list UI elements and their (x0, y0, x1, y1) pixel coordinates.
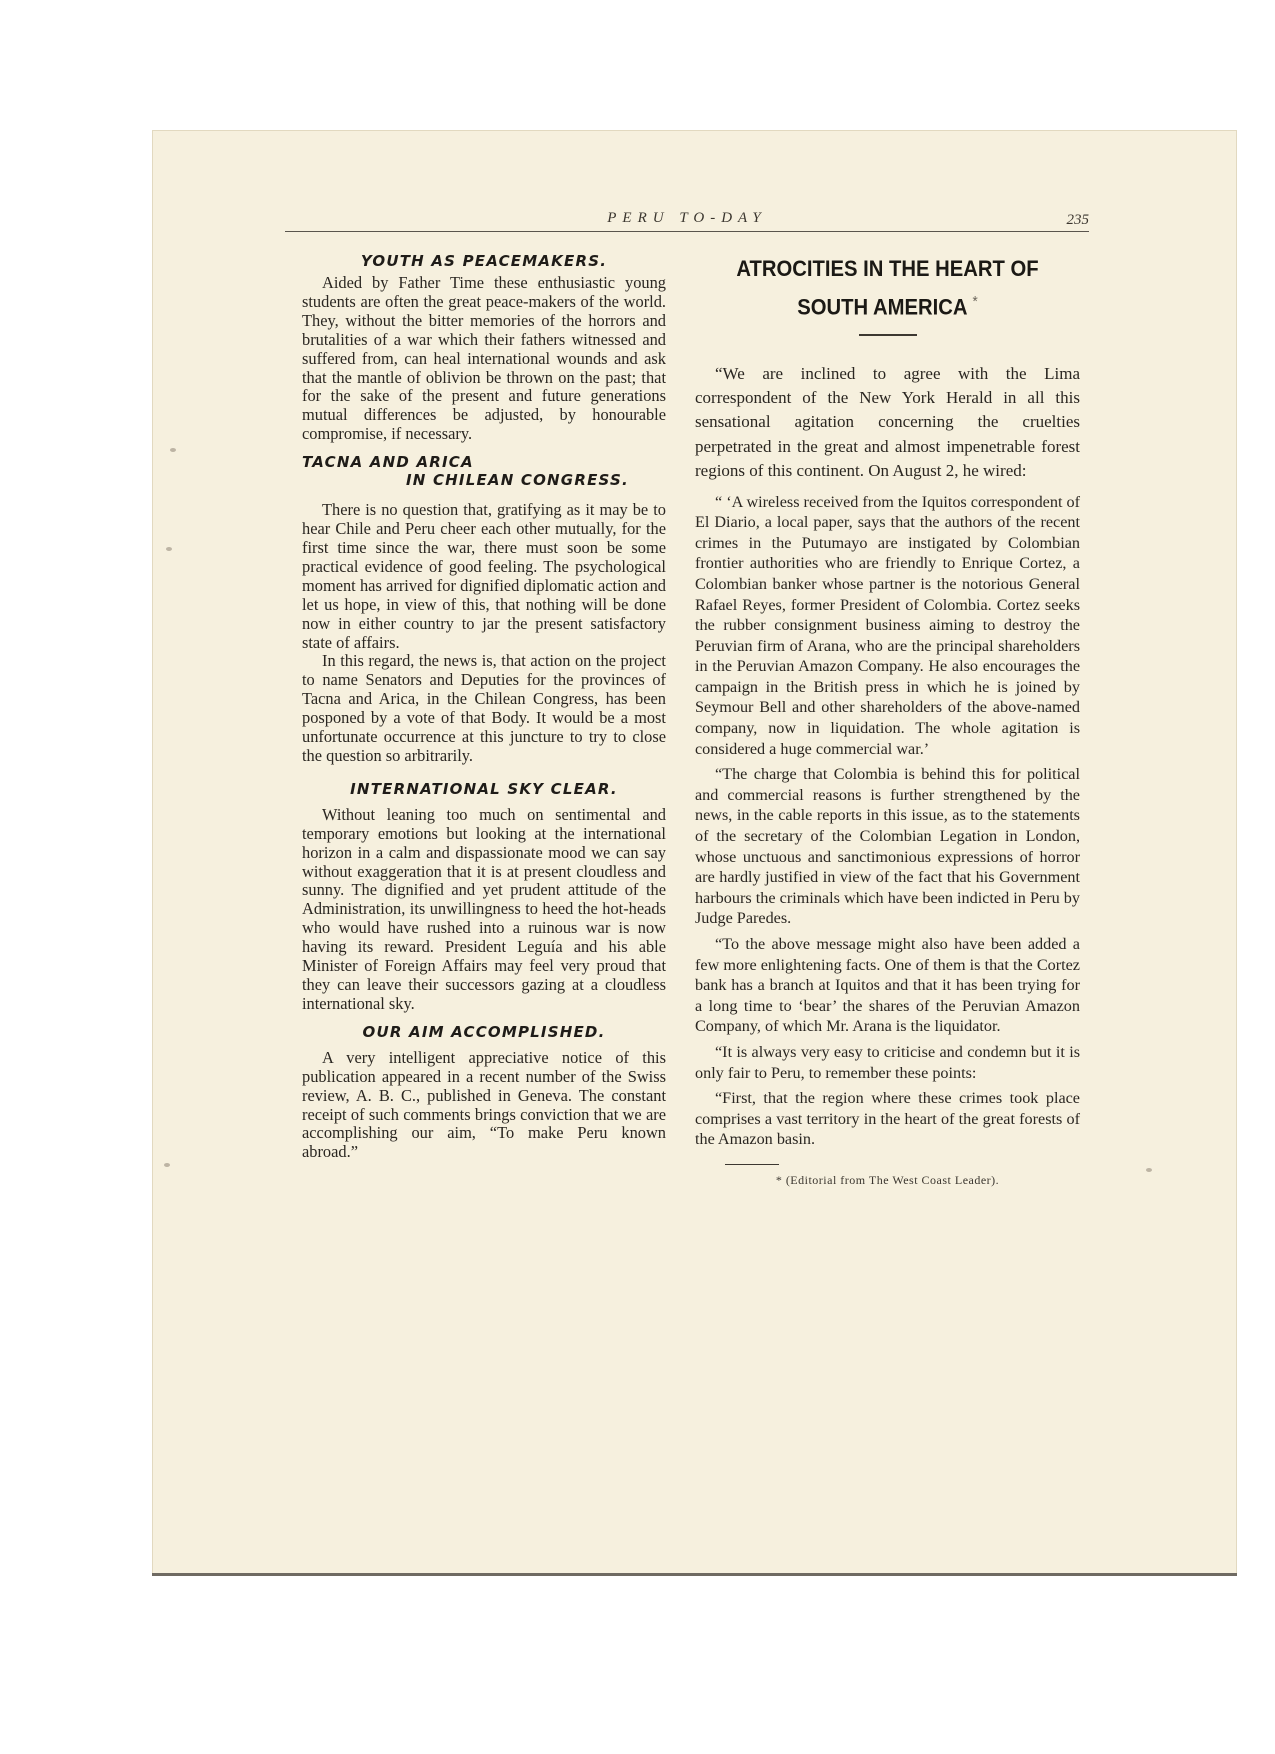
title-line: SOUTH AMERICA (797, 294, 967, 320)
footnote-rule (725, 1164, 779, 1165)
paragraph: “To the above message might also have been added a few more enlightening facts. One of them is that the Cortez bank has a branch at Iquitos and that it has been trying for a long time to ‘bear’ the shares of the Peruvian Amazon Company, of which Mr. Arana is the liquidator. (695, 935, 1080, 1036)
section-heading: OUR AIM ACCOMPLISHED. (362, 1022, 606, 1041)
paragraph: Without leaning too much on sentimental and temporary emotions but looking at the international horizon in a calm and dispassionate mood we can say without exaggeration that it is at present cloudless and sunny. The dignified and yet prudent attitude of the Administration, its unwillingness to heed the hot-heads who would have rushed into a ruinous war is now having its reward. President Leguía and his able Minister of Foreign Affairs may feel very proud that they can leave their successors gazing at a cloudless international sky. (302, 804, 666, 1013)
paper-mark (170, 448, 176, 452)
running-title: PERU TO-DAY (607, 210, 767, 226)
paragraph: There is no question that, gratifying as it may be to hear Chile and Peru cheer each other mutually, for the first time since the war, there must soon be some practical evidence of good feeling. The psychological moment has arrived for dignified diplomatic action and let us hope, in view of this, that nothing will be done now in either country to jar the present satisfactory state of affairs. (302, 500, 666, 652)
right-column (695, 252, 1080, 1188)
page-number: 235 (1066, 212, 1089, 228)
paragraph: “The charge that Colombia is behind this for political and commercial reasons is further strengthened by the news, in the cable reports in this issue, as to the statements of the secretary of the Colombian Legation in London, whose unctuous and sanctimonious expressions of horror are hardly justified in view of the fact that his Government harbours the criminals which have been indicted in Peru by Judge Paredes. (695, 765, 1080, 928)
paper-mark (1146, 1168, 1152, 1172)
title-footnote-mark: * (972, 293, 978, 310)
section-heading (302, 453, 666, 489)
heading-line: TACNA AND ARICA (302, 453, 474, 472)
running-head (285, 210, 1089, 232)
paragraph: “ ‘A wireless received from the Iquitos correspondent of El Diario, a local paper, says that the authors of the recent crimes in the Putumayo are instigated by Colombian frontier authorities who are friendly to Enrique Cortez, a Colombian banker whose partner is the notorious General Rafael Reyes, former President of Colombia. Cortez seeks the rubber consignment business aiming to destroy the Peruvian firm of Arana, who are the principal shareholders in the Peruvian Amazon Company. He also encourages the campaign in the British press in which he is joined by Seymour Bell and other shareholders of the above-named company, now in liquidation. The whole agitation is considered a huge commercial war.’ (695, 492, 1080, 758)
section-heading: YOUTH AS PEACEMAKERS. (360, 252, 608, 270)
left-column (302, 252, 666, 1162)
paragraph: Aided by Father Time these enthusiastic young students are often the great peace-makers of the world. They, without the bitter memories of the horrors and brutalities of a war which their fathers witnessed and suffered from, can heal international wounds and ask that the mantle of oblivion be thrown on the past; that for the sake of the present and future generations mutual differences be adjusted, by honourable compromise, if necessary. (302, 273, 666, 444)
paragraph: “We are inclined to agree with the Lima correspondent of the New York Herald in all this sensational agitation concerning the cruelties perpetrated in the great and almost impenetrable forest regions of this continent. On August 2, he wired: (695, 363, 1080, 481)
paragraph: A very intelligent appreciative notice of this publication appeared in a recent number of the Swiss review, A. B. C., published in Geneva. The constant receipt of such comments brings conviction that we are accomplishing our aim, “To make Peru known abroad.” (302, 1047, 666, 1162)
paragraph: “First, that the region where these crimes took place comprises a vast territory in the heart of the great forests of the Amazon basin. (695, 1089, 1080, 1149)
footnote: * (Editorial from The West Coast Leader). (775, 1172, 1000, 1187)
heading-line: IN CHILEAN CONGRESS. (406, 471, 629, 490)
section-heading: INTERNATIONAL SKY CLEAR. (350, 779, 618, 798)
title-rule (859, 334, 917, 336)
article-title (714, 252, 1061, 324)
header-rule (285, 231, 1089, 232)
paragraph: In this regard, the news is, that action on the project to name Senators and Deputies for the provinces of Tacna and Arica, in the Chilean Congress, has been posponed by a vote of that Body. It would be a most unfortunate occurrence at this juncture to try to close the question so arbitrarily. (302, 651, 666, 765)
paragraph: “It is always very easy to criticise and condemn but it is only fair to Peru, to remember these points: (695, 1042, 1080, 1082)
paper-mark (164, 1163, 170, 1167)
page-bottom-edge (152, 1573, 1237, 1576)
paper-mark (166, 547, 172, 551)
title-line: ATROCITIES IN THE HEART OF (736, 256, 1039, 281)
